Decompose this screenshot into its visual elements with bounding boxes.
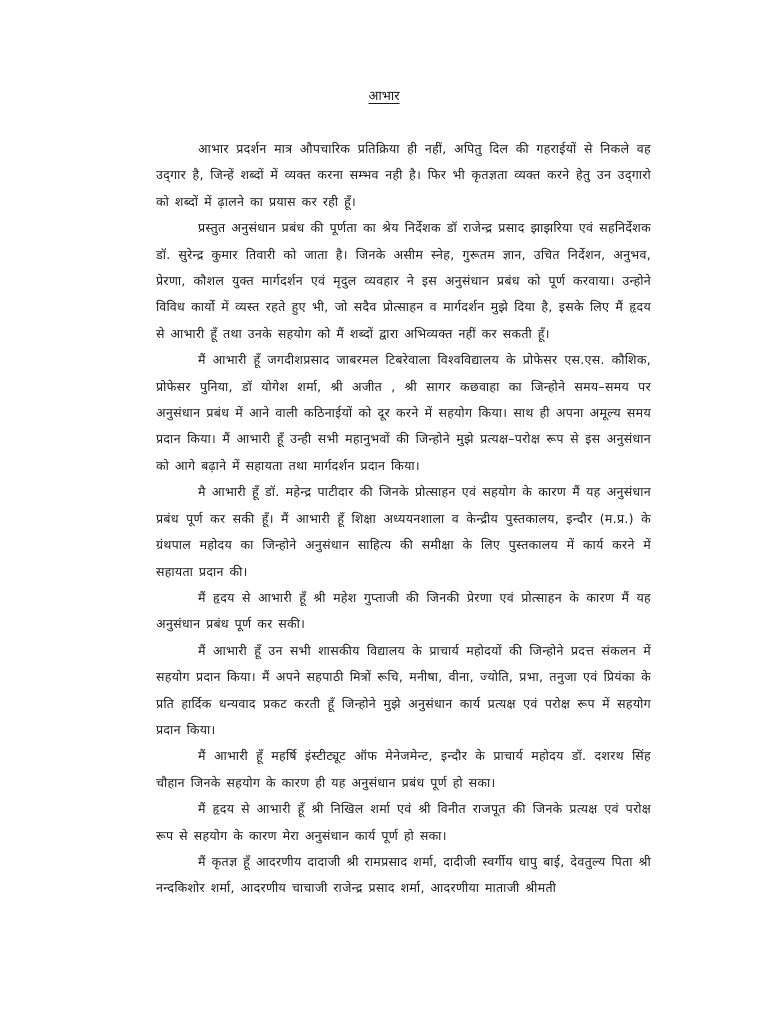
paragraph-institute: मैं आभारी हूँ महर्षि इंस्टीट्यूट ऑफ मेनेजमेन्ट, इन्दौर के प्राचार्य महोदय डॉ. दशरथ सिंह चौहान जिनके सहयोग के कारण ही यह अनुसंधान प्रबंध पूर्ण हो सका। bbox=[156, 748, 651, 790]
paragraph-supervisors: प्रस्तुत अनुसंधान प्रबंध की पूर्णता का श्रेय निर्देशक डॉ राजेन्द्र प्रसाद झाझरिया एवं सहनिर्देशक डॉ. सुरेन्द्र कुमार तिवारी को जाता है। जिनके असीम स्नेह, गुरूतम ज्ञान, उचित निर्देशन, अनुभव, प्रेरणा, कौशल युक्त मार्गदर्शन एवं मृदुल व्यवहार ने इस अनुसंधान प्रबंध को पूर्ण करवाया। उन्होने विविध कार्यो में व्यस्त रहते हुए भी, जो सदैव प्रोत्साहन व मार्गदर्शन मुझे दिया है, इसके लिए मैं हृदय से आभारी हूँ तथा उनके सहयोग को मैं शब्दों द्वारा अभिव्यक्त नहीं कर सकती हूँ। bbox=[156, 220, 651, 341]
page-title-text: आभार bbox=[368, 89, 400, 104]
paragraph-inspiration: मैं हृदय से आभारी हूँ श्री महेश गुप्ताजी की जिनकी प्रेरणा एवं प्रोत्साहन के कारण मैं यह अनुसंधान प्रबंध पूर्ण कर सकी। bbox=[156, 589, 651, 632]
paragraph-university-faculty: मैं आभारी हूँ जगदीशप्रसाद जाबरमल टिबरेवाला विश्वविद्यालय के प्रोफेसर एस.एस. कौशिक, प्रोफेसर पुनिया, डॉ योगेश शर्मा, श्री अजीत , श्री सागर कछवाहा का जिन्होने समय–समय पर अनुसंधान प्रबंध में आने वाली कठिनाईयों को दूर करने में सहयोग किया। साथ ही अपना अमूल्य समय प्रदान किया। मैं आभारी हूँ उन्ही सभी महानुभवों की जिन्होने मुझे प्रत्यक्ष–परोक्ष रूप से इस अनुसंधान को आगे बढ़ाने में सहायता तथा मार्गदर्शन प्रदान किया। bbox=[156, 352, 651, 473]
page-title bbox=[0, 88, 768, 106]
acknowledgement-body bbox=[156, 136, 651, 902]
paragraph-colleagues: मैं हृदय से आभारी हूँ श्री निखिल शर्मा एवं श्री विनीत राजपूत की जिनके प्रत्यक्ष एवं परोक्ष रूप से सहयोग के कारण मेरा अनुसंधान कार्य पूर्ण हो सका। bbox=[156, 801, 651, 843]
paragraph-family: मैं कृतज्ञ हूँ आदरणीय दादाजी श्री रामप्रसाद शर्मा, दादीजी स्वर्गीय धापु बाई, देवतुल्य पिता श्री नन्दकिशोर शर्मा, आदरणीय चाचाजी राजेन्द्र प्रसाद शर्मा, आदरणीया माताजी श्रीमती bbox=[156, 853, 651, 896]
paragraph-schools-friends: मैं आभारी हूँ उन सभी शासकीय विद्यालय के प्राचार्य महोदयों की जिन्होने प्रदत्त संकलन में सहयोग प्रदान किया। मैं अपने सहपाठी मित्रों रूचि, मनीषा, वीना, ज्योति, प्रभा, तनुजा एवं प्रियंका के प्रति हार्दिक धन्यवाद प्रकट करती हूँ जिन्होने मुझे अनुसंधान कार्य प्रत्यक्ष एवं परोक्ष रूप में सहयोग प्रदान किया। bbox=[156, 642, 651, 737]
paragraph-library: मै आभारी हूँ डॉ. महेन्द्र पाटीदार की जिनके प्रोत्साहन एवं सहयोग के कारण मैं यह अनुसंधान प्रबंध पूर्ण कर सकी हूँ। मैं आभारी हूँ शिक्षा अध्ययनशाला व केन्द्रीय पुस्तकालय, इन्दौर (म.प्र.) के ग्रंथपाल महोदय का जिन्होने अनुसंधान साहित्य की समीक्षा के लिए पुस्तकालय में कार्य करने में सहायता प्रदान की। bbox=[156, 484, 651, 579]
paragraph-intro: आभार प्रदर्शन मात्र औपचारिक प्रतिक्रिया ही नहीं, अपितु दिल की गहराईयों से निकले वह उद्‌गार है, जिन्हें शब्दों में व्यक्त करना सम्भव नही है। फिर भी कृतज्ञता व्यक्त करने हेतु उन उद्‌गारो को शब्दों में ढ़ालने का प्रयास कर रही हूँ। bbox=[156, 141, 651, 209]
